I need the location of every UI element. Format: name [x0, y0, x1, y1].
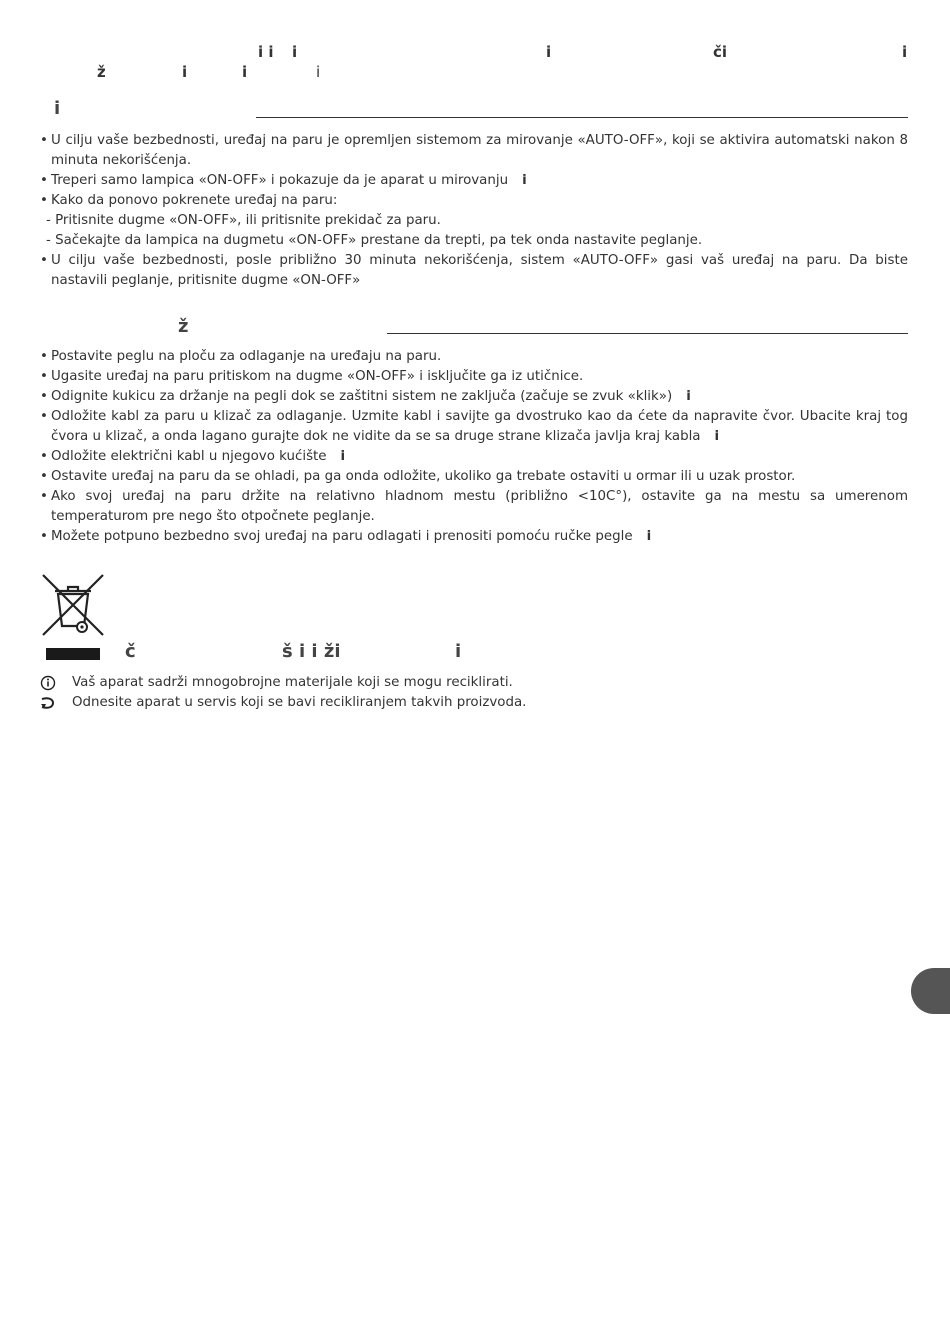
- header-fragment: i: [242, 63, 248, 81]
- section-heading-environment-part: i: [455, 641, 462, 662]
- crossed-bin-icon: [40, 572, 106, 638]
- list-item: [40, 693, 526, 713]
- header-fragment: i: [546, 43, 552, 61]
- header-fragment: i: [902, 43, 908, 61]
- list-item: • Odložite električni kabl u njegovo kućište i: [40, 447, 908, 467]
- list-item: • Kako da ponovo pokrenete uređaj na paru:: [40, 191, 908, 211]
- figure-ref: i: [340, 449, 346, 464]
- list-item: • U cilju vaše bezbednosti, uređaj na paru je opremljen sistemom za mirovanje «AUTO-OFF», koji se aktivira automatski nakon 8 minuta nekorišćenja.: [40, 131, 908, 171]
- header-fragment: i: [316, 63, 321, 81]
- section-rule: [256, 117, 908, 118]
- figure-ref: i: [522, 173, 527, 188]
- list-item: • Odložite kabl za paru u klizač za odlaganje. Uzmite kabl i savijte ga dvostruko kao da ćete da napravite čvor. Ubacite kraj tog čvora u klizač, a onda lagano gurajte dok ne vidite da se sa druge strane klizača javlja kraj kabla i: [40, 407, 908, 447]
- list-subitem: - Sačekajte da lampica na dugmetu «ON-OFF» prestane da trepti, pa tek onda nastavite peglanje.: [46, 233, 703, 248]
- section-heading-storage: ž: [178, 316, 189, 337]
- environment-list: [40, 673, 526, 713]
- list-item: • Postavite peglu na ploču za odlaganje na uređaju na paru.: [40, 347, 908, 367]
- header-fragment: či: [713, 43, 728, 61]
- list-item: • Ostavite uređaj na paru da se ohladi, pa ga onda odložite, ukoliko ga trebate ostaviti u ormar ili u uzak prostor.: [40, 467, 908, 487]
- header-fragment: i: [182, 63, 188, 81]
- section-heading-environment-part: š i i ži: [282, 641, 341, 662]
- arrow-hook-icon: [40, 696, 72, 710]
- list-item-text: Odnesite aparat u servis koji se bavi recikliranjem takvih proizvoda.: [72, 695, 527, 710]
- figure-ref: i: [646, 529, 652, 544]
- page-edge-tab: [911, 968, 950, 1014]
- section-auto-off-list: [40, 131, 908, 291]
- list-subitem: - Pritisnite dugme «ON-OFF», ili pritisnite prekidač za paru.: [46, 213, 441, 228]
- list-item: • Ako svoj uređaj na paru držite na relativno hladnom mestu (približno <10C°), ostavite ga na mestu sa umerenom temperaturom pre nego što otpočnete peglanje.: [40, 487, 908, 527]
- list-item: • U cilju vaše bezbednosti, posle približno 30 minuta nekorišćenja, sistem «AUTO-OFF» gasi vaš uređaj na paru. Da biste nastavili peglanje, pritisnite dugme «ON-OFF»: [40, 251, 908, 291]
- list-item: [40, 673, 526, 693]
- section-rule: [387, 333, 908, 334]
- header-fragment: ž: [97, 63, 106, 81]
- section-heading-environment-part: č: [125, 641, 136, 662]
- section-storage-list: [40, 347, 908, 547]
- list-item: • Ugasite uređaj na paru pritiskom na dugme «ON-OFF» i isključite ga iz utičnice.: [40, 367, 908, 387]
- figure-ref: i: [686, 389, 691, 404]
- list-item: • Možete potpuno bezbedno svoj uređaj na paru odlagati i prenositi pomoću ručke pegle i: [40, 527, 908, 547]
- list-item: • Odignite kukicu za držanje na pegli dok se zaštitni sistem ne zaključa (začuje se zvuk «klik») i: [40, 387, 908, 407]
- header-fragment: i: [292, 43, 298, 61]
- list-item: • Treperi samo lampica «ON-OFF» i pokazuje da je aparat u mirovanju i: [40, 171, 908, 191]
- figure-ref: i: [714, 429, 720, 444]
- list-item-text: Vaš aparat sadrži mnogobrojne materijale koji se mogu reciklirati.: [72, 675, 513, 690]
- header-fragment: i i: [258, 43, 274, 61]
- info-circle-icon: [40, 675, 72, 691]
- section-heading-auto-off: i: [54, 98, 61, 119]
- separator-bar: [46, 648, 100, 660]
